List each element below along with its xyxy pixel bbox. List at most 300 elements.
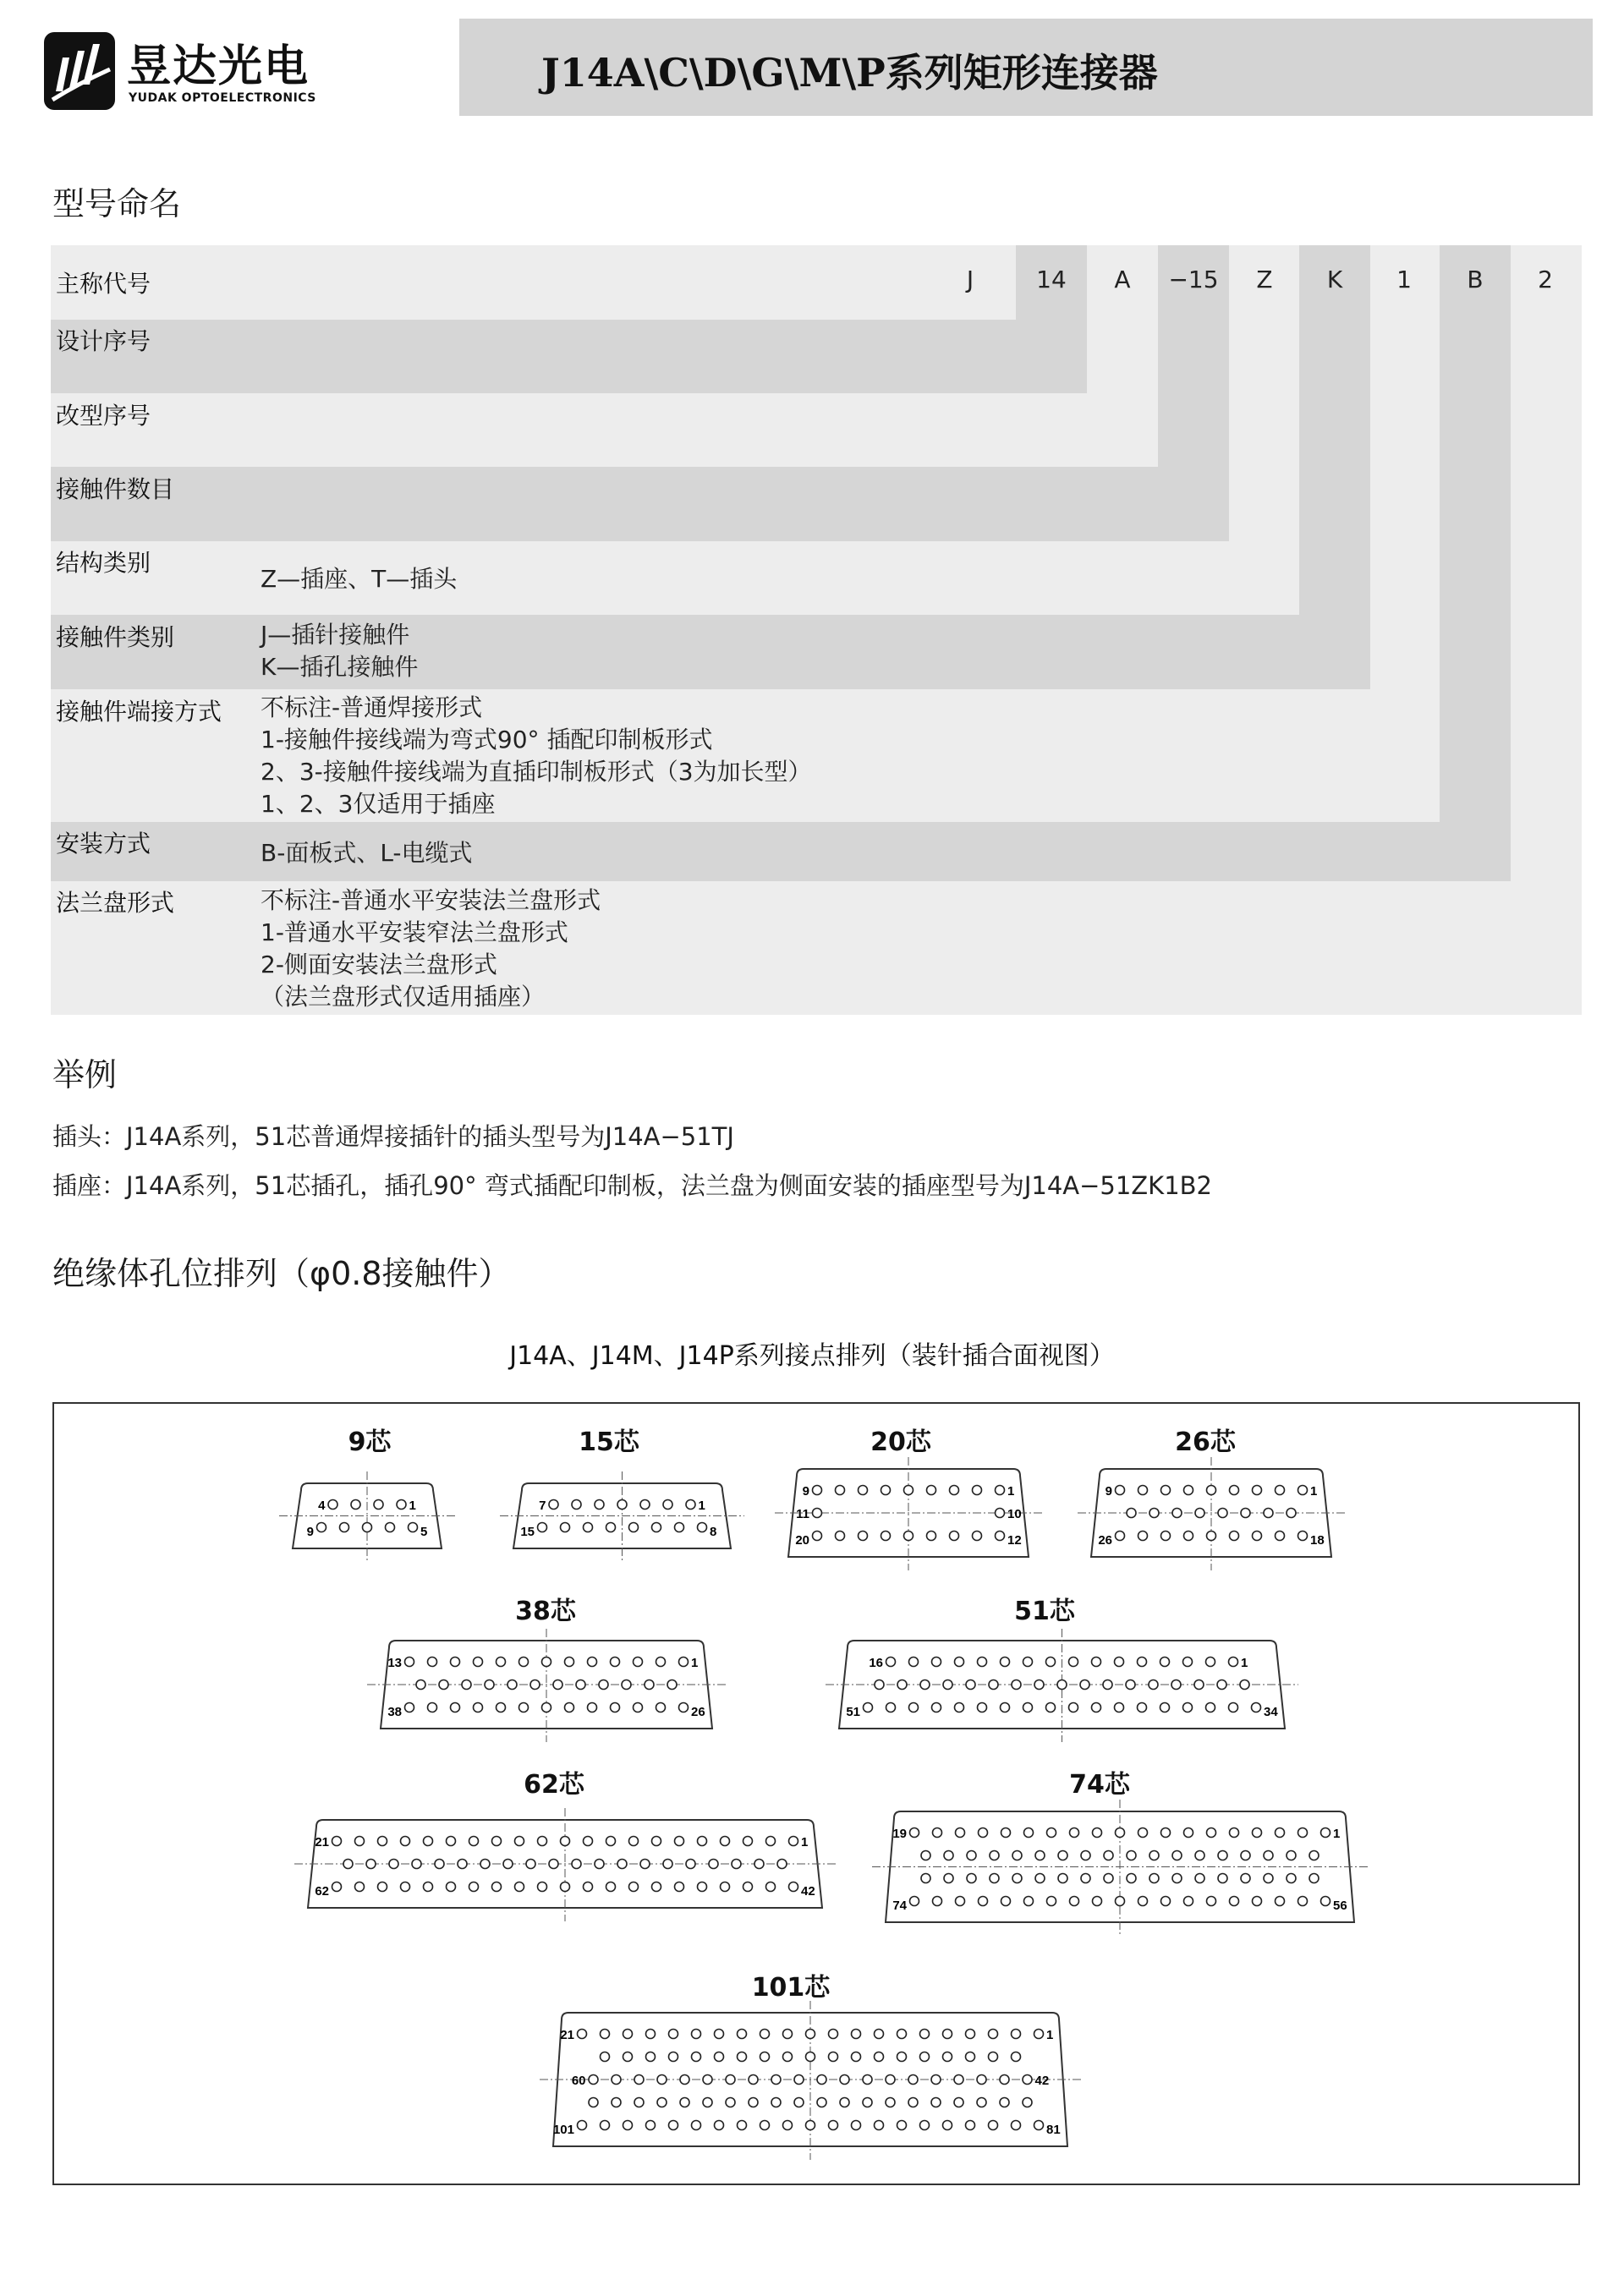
naming-row-label: 设计序号 (56, 327, 151, 355)
contact-hole (777, 1860, 787, 1869)
code-letter: Z (1256, 266, 1273, 293)
contact-hole (601, 2052, 610, 2062)
contact-hole (667, 1680, 677, 1690)
contact-hole (1127, 1509, 1136, 1518)
contact-hole (439, 1680, 448, 1690)
contact-hole (1116, 1486, 1125, 1495)
contact-hole (966, 2052, 975, 2062)
contact-hole (606, 1837, 616, 1846)
contact-hole (515, 1837, 524, 1846)
contact-hole (794, 2098, 804, 2107)
contact-hole (1116, 1532, 1125, 1541)
contact-hole (715, 2052, 724, 2062)
contact-hole (378, 1837, 387, 1846)
contact-hole (1253, 1532, 1262, 1541)
contact-hole (1264, 1874, 1273, 1883)
connector-label: 101芯 (751, 1973, 831, 2003)
contact-hole (1230, 1897, 1239, 1906)
contact-hole (1000, 2098, 1009, 2107)
contact-hole (447, 1882, 456, 1892)
contact-hole (863, 2098, 872, 2107)
contact-hole (955, 1658, 964, 1667)
pin-number-label: 4 (318, 1499, 326, 1513)
contact-hole (657, 2098, 667, 2107)
connector-label: 62芯 (524, 1770, 584, 1800)
contact-hole (692, 2121, 701, 2130)
contact-hole (1207, 1486, 1216, 1495)
contact-hole (675, 1882, 684, 1892)
contact-hole (469, 1837, 479, 1846)
contact-hole (738, 2121, 747, 2130)
contact-hole (852, 2052, 861, 2062)
contact-hole (836, 1532, 845, 1541)
contact-hole (1000, 2075, 1009, 2085)
contact-hole (634, 1703, 643, 1712)
contact-hole (589, 2098, 598, 2107)
contact-hole (617, 1500, 627, 1510)
contact-hole (749, 2098, 758, 2107)
contact-hole (1138, 1703, 1147, 1712)
pin-number-label: 1 (1007, 1484, 1015, 1499)
contact-hole (886, 2075, 895, 2085)
contact-hole (1093, 1897, 1102, 1906)
contact-hole (927, 1486, 936, 1495)
contact-hole (978, 1703, 987, 1712)
contact-hole (435, 1860, 444, 1869)
contact-hole (881, 1532, 891, 1541)
contact-hole (1253, 1897, 1262, 1906)
contact-hole (910, 1828, 919, 1838)
naming-row-description: 不标注-普通焊接形式 (261, 693, 483, 721)
contact-hole (538, 1837, 547, 1846)
contact-hole (852, 2121, 861, 2130)
contact-hole (897, 2121, 907, 2130)
contact-hole (1034, 1680, 1044, 1690)
contact-hole (944, 1851, 953, 1860)
contact-hole (1298, 1532, 1308, 1541)
contact-hole (1218, 1509, 1227, 1518)
row-band-bar (51, 320, 1087, 393)
pin-number-label: 15 (520, 1525, 535, 1539)
contact-hole (519, 1703, 529, 1712)
contact-hole (629, 1523, 639, 1532)
pin-number-label: 9 (1105, 1484, 1112, 1499)
contact-hole (1104, 1874, 1113, 1883)
contact-hole (1206, 1658, 1215, 1667)
naming-row-description: （法兰盘形式仅适用插座） (261, 983, 546, 1011)
connector-label: 38芯 (515, 1597, 576, 1626)
contact-hole (904, 1532, 914, 1541)
contact-hole (561, 1523, 570, 1532)
contact-hole (715, 2121, 724, 2130)
contact-hole (589, 2075, 598, 2085)
contact-hole (760, 2052, 770, 2062)
contact-hole (1012, 1851, 1022, 1860)
contact-hole (656, 1703, 666, 1712)
contact-hole (1104, 1851, 1113, 1860)
contact-hole (629, 1882, 639, 1892)
naming-row-description: 2-侧面安装法兰盘形式 (261, 951, 497, 978)
pin-number-label: 1 (801, 1835, 809, 1849)
contact-hole (954, 2075, 963, 2085)
contact-hole (1171, 1680, 1181, 1690)
contact-hole (875, 2121, 884, 2130)
contact-hole (645, 1680, 654, 1690)
contact-hole (1298, 1897, 1308, 1906)
naming-row-description: 1-普通水平安装窄法兰盘形式 (261, 918, 568, 946)
contact-hole (943, 2052, 952, 2062)
pin-number-label: 5 (420, 1525, 428, 1539)
contact-hole (1035, 1851, 1045, 1860)
contact-hole (634, 2098, 644, 2107)
contact-hole (447, 1837, 456, 1846)
contact-hole (601, 2030, 610, 2039)
contact-hole (989, 2121, 998, 2130)
connector-shell (291, 1482, 477, 1575)
pin-number-label: 34 (1264, 1705, 1278, 1719)
naming-row-description: K—插孔接触件 (261, 653, 419, 681)
contact-hole (829, 2030, 838, 2039)
contact-hole (492, 1837, 502, 1846)
contact-hole (875, 2030, 884, 2039)
contact-hole (921, 1874, 930, 1883)
contact-hole (738, 2030, 747, 2039)
contact-hole (657, 2075, 667, 2085)
contact-hole (640, 1500, 650, 1510)
pin-number-label: 7 (539, 1499, 546, 1513)
contact-hole (955, 1703, 964, 1712)
contact-hole (1206, 1703, 1215, 1712)
contact-hole (1012, 2052, 1021, 2062)
contact-hole (1241, 1509, 1250, 1518)
contact-hole (1309, 1851, 1319, 1860)
pin-number-label: 1 (1046, 2028, 1054, 2042)
pin-number-label: 1 (1310, 1484, 1318, 1499)
contact-hole (1127, 1851, 1136, 1860)
contact-hole (1184, 1532, 1193, 1541)
contact-hole (1138, 1486, 1148, 1495)
pin-number-label: 11 (796, 1507, 809, 1521)
example-heading: 举例 (52, 1056, 118, 1093)
naming-row-label: 改型序号 (56, 402, 151, 430)
connector-shell (306, 1818, 858, 1935)
contact-hole (669, 2121, 678, 2130)
contact-hole (656, 1658, 666, 1667)
contact-hole (726, 2075, 735, 2085)
contact-hole (771, 2075, 781, 2085)
row-band-bar (51, 615, 1370, 689)
contact-hole (1138, 1897, 1148, 1906)
contact-hole (794, 2075, 804, 2085)
contact-hole (1138, 1532, 1148, 1541)
contact-hole (943, 2030, 952, 2039)
contact-hole (1149, 1874, 1159, 1883)
contact-hole (1046, 1658, 1056, 1667)
contact-hole (1115, 1703, 1124, 1712)
contact-hole (1058, 1874, 1067, 1883)
connector-label: 51芯 (1014, 1597, 1075, 1626)
contact-hole (679, 1703, 689, 1712)
pin-number-label: 42 (1034, 2074, 1050, 2088)
contact-hole (703, 2098, 712, 2107)
contact-hole (933, 1828, 942, 1838)
contact-hole (817, 2098, 826, 2107)
contact-hole (416, 1680, 425, 1690)
contact-hole (1276, 1486, 1285, 1495)
naming-row-description: 2、3-接触件接线端为直插印制板形式（3为加长型） (261, 758, 812, 786)
contact-hole (480, 1860, 490, 1869)
contact-hole (462, 1680, 471, 1690)
code-letter: J (966, 266, 974, 293)
contact-hole (1126, 1680, 1135, 1690)
contact-hole (1035, 1874, 1045, 1883)
contact-hole (340, 1523, 349, 1532)
contact-hole (576, 1680, 585, 1690)
contact-hole (663, 1860, 672, 1869)
contact-hole (1195, 1851, 1204, 1860)
contact-hole (920, 2030, 930, 2039)
contact-hole (813, 1486, 822, 1495)
contact-hole (956, 1828, 965, 1838)
contact-hole (542, 1703, 551, 1712)
pin-number-label: 1 (691, 1656, 699, 1670)
contact-hole (813, 1532, 822, 1541)
contact-hole (355, 1882, 365, 1892)
contact-hole (1207, 1532, 1216, 1541)
contact-hole (553, 1680, 562, 1690)
diagram-caption: J14A、J14M、J14P系列接点排列（装针插合面视图） (509, 1341, 1115, 1371)
contact-hole (897, 2052, 907, 2062)
contact-hole (652, 1837, 661, 1846)
pin-number-label: 20 (795, 1533, 809, 1548)
contact-hole (458, 1860, 467, 1869)
contact-hole (1195, 1874, 1204, 1883)
contact-hole (366, 1860, 376, 1869)
contact-hole (956, 1897, 965, 1906)
contact-hole (1081, 1874, 1090, 1883)
contact-hole (1298, 1486, 1308, 1495)
contact-hole (405, 1658, 414, 1667)
contact-hole (542, 1658, 551, 1667)
contact-hole (715, 2030, 724, 2039)
contact-hole (1024, 1828, 1034, 1838)
contact-hole (675, 1837, 684, 1846)
pin-number-label: 21 (315, 1835, 329, 1849)
contact-hole (1080, 1680, 1089, 1690)
naming-row-label: 主称代号 (56, 270, 151, 298)
contact-hole (1195, 1509, 1204, 1518)
pin-number-label: 56 (1333, 1899, 1347, 1913)
contact-hole (692, 2052, 701, 2062)
contact-hole (1194, 1680, 1204, 1690)
contact-hole (990, 1851, 999, 1860)
contact-hole (412, 1860, 421, 1869)
contact-hole (760, 2030, 770, 2039)
contact-hole (806, 2052, 815, 2062)
contact-hole (698, 1882, 707, 1892)
contact-hole (933, 1897, 942, 1906)
contact-hole (1149, 1680, 1158, 1690)
contact-hole (386, 1523, 395, 1532)
contact-hole (1183, 1658, 1193, 1667)
connector-diagram (379, 1639, 748, 1759)
contact-hole (1149, 1851, 1159, 1860)
contact-hole (686, 1500, 695, 1510)
contact-hole (640, 1860, 650, 1869)
contact-hole (549, 1860, 558, 1869)
naming-row-description: 1、2、3仅适用于插座 (261, 790, 496, 818)
contact-hole (1264, 1851, 1273, 1860)
contact-hole (989, 2052, 998, 2062)
contact-hole (920, 2052, 930, 2062)
contact-hole (1230, 1486, 1239, 1495)
contact-hole (1012, 2030, 1021, 2039)
naming-row-label: 接触件类别 (56, 623, 175, 651)
pin-number-label: 38 (387, 1705, 402, 1719)
contact-hole (783, 2121, 793, 2130)
contact-hole (317, 1523, 326, 1532)
contact-hole (783, 2030, 793, 2039)
contact-hole (721, 1837, 730, 1846)
pin-number-label: 21 (560, 2028, 574, 2042)
contact-hole (904, 1486, 914, 1495)
code-letter: 1 (1396, 266, 1412, 293)
contact-hole (405, 1703, 414, 1712)
naming-row-label: 接触件端接方式 (56, 698, 222, 726)
contact-hole (859, 1486, 868, 1495)
contact-hole (611, 1658, 620, 1667)
contact-hole (817, 2075, 826, 2085)
contact-hole (966, 1680, 975, 1690)
contact-hole (469, 1882, 479, 1892)
contact-hole (692, 2030, 701, 2039)
code-letter: A (1114, 266, 1131, 293)
contact-hole (760, 2121, 770, 2130)
pin-number-label: 9 (802, 1484, 809, 1499)
contact-hole (967, 1851, 976, 1860)
contact-hole (1046, 1703, 1056, 1712)
contact-hole (979, 1897, 988, 1906)
code-letter: −15 (1168, 266, 1219, 293)
contact-hole (732, 1860, 741, 1869)
contact-hole (886, 2098, 895, 2107)
contact-hole (1229, 1703, 1238, 1712)
contact-hole (485, 1680, 494, 1690)
contact-hole (1276, 1897, 1285, 1906)
connector-label: 20芯 (870, 1427, 931, 1457)
contact-hole (622, 1680, 631, 1690)
contact-hole (1138, 1828, 1148, 1838)
contact-hole (675, 1523, 684, 1532)
contact-hole (996, 1509, 1005, 1518)
pin-number-label: 10 (1007, 1507, 1022, 1521)
naming-heading: 型号命名 (52, 185, 182, 222)
connector-diagram (787, 1467, 1064, 1587)
contact-hole (1138, 1658, 1147, 1667)
contact-hole (1207, 1828, 1216, 1838)
contact-hole (990, 1874, 999, 1883)
connector-diagram (837, 1639, 1320, 1759)
contact-hole (909, 1703, 919, 1712)
contact-hole (343, 1860, 353, 1869)
contact-hole (328, 1500, 337, 1510)
contact-hole (829, 2121, 838, 2130)
code-letter: K (1326, 266, 1343, 293)
contact-hole (584, 1837, 593, 1846)
row-band-bar (51, 467, 1229, 541)
connector-label: 15芯 (579, 1427, 639, 1457)
connector-diagram (1089, 1467, 1367, 1587)
contact-hole (1172, 1851, 1182, 1860)
contact-hole (652, 1882, 661, 1892)
contact-hole (1012, 2121, 1021, 2130)
contact-hole (1047, 1897, 1056, 1906)
contact-hole (1241, 1874, 1250, 1883)
connector-shell (884, 1810, 1390, 1949)
contact-hole (561, 1837, 570, 1846)
contact-hole (1092, 1658, 1101, 1667)
connector-shell (1089, 1467, 1367, 1584)
contact-hole (1001, 1828, 1011, 1838)
contact-hole (698, 1837, 707, 1846)
contact-hole (1012, 1680, 1021, 1690)
contact-hole (1115, 1658, 1124, 1667)
contact-hole (397, 1500, 406, 1510)
document-title: J14A\C\D\G\M\P系列矩形连接器 (541, 50, 1158, 96)
contact-hole (709, 1860, 718, 1869)
contact-hole (908, 2098, 918, 2107)
code-letter: 14 (1036, 266, 1067, 293)
contact-hole (806, 2121, 815, 2130)
pin-number-label: 26 (1098, 1533, 1112, 1548)
connector-diagram (291, 1482, 477, 1579)
contact-hole (1057, 1680, 1067, 1690)
contact-hole (806, 2030, 815, 2039)
contact-hole (766, 1882, 776, 1892)
contact-hole (669, 2030, 678, 2039)
pin-number-label: 8 (710, 1525, 717, 1539)
contact-hole (989, 1680, 998, 1690)
pin-number-label: 60 (571, 2074, 586, 2088)
contact-hole (1012, 1874, 1022, 1883)
contact-hole (686, 1860, 695, 1869)
contact-hole (363, 1523, 372, 1532)
connector-shell (837, 1639, 1320, 1756)
connector-shell (787, 1467, 1064, 1584)
contact-hole (1207, 1897, 1216, 1906)
contact-hole (565, 1703, 574, 1712)
contact-hole (515, 1882, 524, 1892)
contact-hole (932, 1703, 941, 1712)
contact-hole (617, 1860, 627, 1869)
contact-hole (840, 2098, 849, 2107)
pin-number-label: 1 (698, 1499, 705, 1513)
contact-hole (1241, 1851, 1250, 1860)
pin-number-label: 9 (306, 1525, 314, 1539)
contact-hole (920, 1680, 930, 1690)
contact-hole (927, 1532, 936, 1541)
connector-label: 26芯 (1175, 1427, 1236, 1457)
contact-hole (1070, 1897, 1079, 1906)
contact-hole (754, 1860, 764, 1869)
contact-hole (1103, 1680, 1112, 1690)
contact-hole (875, 2052, 884, 2062)
connector-diagram (551, 2011, 1103, 2177)
pin-number-label: 42 (801, 1884, 815, 1899)
contact-hole (1081, 1851, 1090, 1860)
contact-hole (1092, 1703, 1101, 1712)
contact-hole (526, 1860, 535, 1869)
